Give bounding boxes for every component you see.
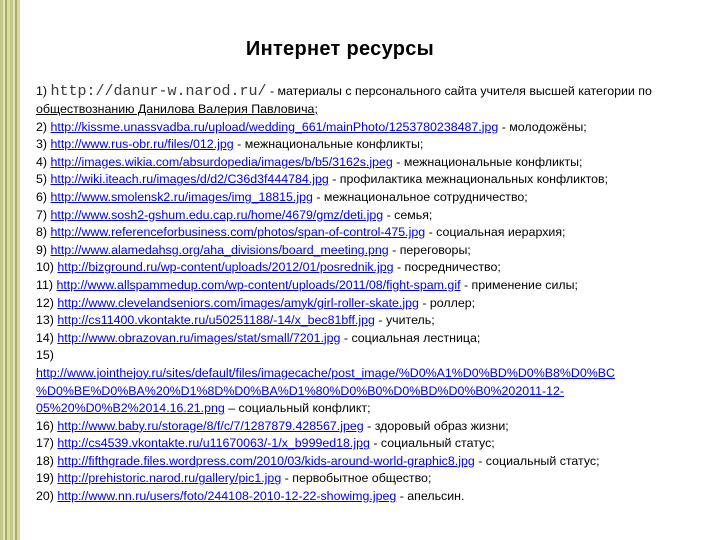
resource-link[interactable]: http://www.nn.ru/users/foto/244108-2010-12-22-showimg.jpeg [57, 489, 397, 504]
list-item [36, 189, 706, 207]
resource-link[interactable]: http://kissme.unassvadba.ru/upload/wedding_661/mainPhoto/1253780238487.jpg [50, 119, 499, 134]
list-item [36, 295, 706, 313]
item-number: 8) [36, 225, 48, 240]
list-item [36, 470, 706, 488]
item-description: - апельсин. [396, 489, 465, 504]
item-description: - семья; [383, 207, 433, 222]
item-number: 3) [36, 137, 48, 152]
item-description: - межнациональное сотрудничество; [312, 189, 528, 204]
item-description: - социальная иерархия; [425, 225, 566, 240]
item-number: 14) [36, 330, 54, 345]
resource-link[interactable]: 05%20%D0%B2%2014.16.21.png [36, 401, 225, 416]
item-description: - молодожёны; [498, 119, 587, 134]
item-number: 1) [36, 84, 48, 98]
list-item [36, 435, 706, 453]
item-description: - роллер; [418, 295, 476, 310]
resource-link[interactable]: http://www.smolensk2.ru/images/img_18815.jpg [50, 189, 313, 204]
resource-link[interactable]: http://wiki.iteach.ru/images/d/d2/C36d3f444784.jpg [50, 172, 329, 187]
list-item [36, 383, 706, 401]
resource-link[interactable]: http://www.allspammedup.com/wp-content/uploads/2011/08/fight-spam.gif [56, 277, 461, 292]
resource-link[interactable]: http://www.jointhejoy.ru/sites/default/files/imagecache/post_image/%D0%A1%D0%BD%D0%B8%D0%BC [36, 365, 615, 380]
list-item [36, 330, 706, 348]
resource-link[interactable]: http://cs4539.vkontakte.ru/u11670063/-1/x_b999ed18.jpg [57, 436, 370, 451]
list-item [36, 207, 706, 225]
item-description: - профилактика межнациональных конфликтов; [328, 172, 609, 187]
resource-link[interactable]: http://fifthgrade.files.wordpress.com/2010/03/kids-around-world-graphic8.jpg [57, 453, 475, 468]
list-item [36, 242, 706, 260]
item-description: - социальный статус; [369, 436, 495, 451]
list-item [36, 488, 706, 506]
list-item [36, 365, 706, 383]
item-description: - межнациональные конфликты; [233, 137, 424, 152]
list-item [36, 119, 706, 137]
list-item [36, 277, 706, 295]
item-description: - социальный статус; [474, 453, 600, 468]
item-description: - применение силы; [460, 277, 578, 292]
list-item [36, 453, 706, 471]
item-number: 6) [36, 189, 48, 204]
resource-link[interactable]: http://danur-w.narod.ru/ [50, 83, 267, 100]
item-number: 15) [36, 348, 54, 363]
resource-link[interactable]: %D0%BE%D0%BA%20%D1%8D%D0%BA%D1%80%D0%B0%D0%BD%D0%B0%202011-12- [36, 383, 564, 398]
list-item [36, 224, 706, 242]
item-description: – социальный конфликт; [224, 401, 371, 416]
resource-link[interactable]: http://www.sosh2-gshum.edu.cap.ru/home/4679/gmz/deti.jpg [50, 207, 384, 222]
item-description: - переговоры; [388, 242, 471, 257]
resource-link[interactable]: http://images.wikia.com/absurdopedia/images/b/b5/3162s.jpeg [50, 154, 393, 169]
item-description: - посредничество; [393, 260, 501, 275]
list-item [36, 82, 706, 101]
item-description: - учитель; [374, 313, 435, 328]
item-description: - межнациональные конфликты; [392, 154, 583, 169]
resource-link[interactable]: http://www.baby.ru/storage/8/f/c/7/1287879.428567.jpeg [57, 418, 364, 433]
item-description: обществознанию Данилова Валерия Павловича; [36, 102, 318, 116]
resource-link[interactable]: http://prehistoric.narod.ru/gallery/pic1.jpg [57, 471, 282, 486]
resource-link[interactable]: http://cs11400.vkontakte.ru/u50251188/-14/x_bec81bff.jpg [57, 313, 375, 328]
list-item [36, 400, 706, 418]
item-description: - здоровый образ жизни; [363, 418, 509, 433]
resource-link[interactable]: http://www.referenceforbusiness.com/photos/span-of-control-475.jpg [50, 225, 426, 240]
list-item [36, 171, 706, 189]
item-description: - первобытное общество; [281, 471, 432, 486]
resource-link[interactable]: http://www.rus-obr.ru/files/012.jpg [50, 137, 234, 152]
item-number: 18) [36, 453, 54, 468]
item-number: 2) [36, 119, 48, 134]
item-number: 10) [36, 260, 54, 275]
list-item [36, 347, 706, 365]
list-item [36, 259, 706, 277]
list-item [36, 418, 706, 436]
resource-link[interactable]: http://bizground.ru/wp-content/uploads/2012/01/posrednik.jpg [57, 260, 394, 275]
item-number: 12) [36, 295, 54, 310]
item-number: 13) [36, 313, 54, 328]
resource-link[interactable]: http://www.clevelandseniors.com/images/amyk/girl-roller-skate.jpg [57, 295, 419, 310]
item-number: 4) [36, 154, 48, 169]
resource-link[interactable]: http://www.alamedahsg.org/aha_divisions/board_meeting.png [50, 242, 389, 257]
item-number: 11) [36, 277, 53, 292]
item-description: - материалы с персонального сайта учителя высшей категории по [266, 84, 652, 98]
item-number: 19) [36, 471, 54, 486]
item-number: 20) [36, 489, 54, 504]
item-number: 5) [36, 172, 48, 187]
list-item [36, 312, 706, 330]
list-item [36, 154, 706, 172]
item-description: - социальная лестница; [340, 330, 481, 345]
resource-link[interactable]: http://www.obrazovan.ru/images/stat/small/7201.jpg [57, 330, 341, 345]
item-number: 7) [36, 207, 48, 222]
list-item [36, 101, 706, 119]
list-item [36, 136, 706, 154]
item-number: 17) [36, 436, 54, 451]
item-number: 16) [36, 418, 54, 433]
item-number: 9) [36, 242, 48, 257]
page-title: Интернет ресурсы [245, 38, 435, 60]
resource-list [36, 82, 706, 506]
decorative-stripes [0, 0, 20, 540]
